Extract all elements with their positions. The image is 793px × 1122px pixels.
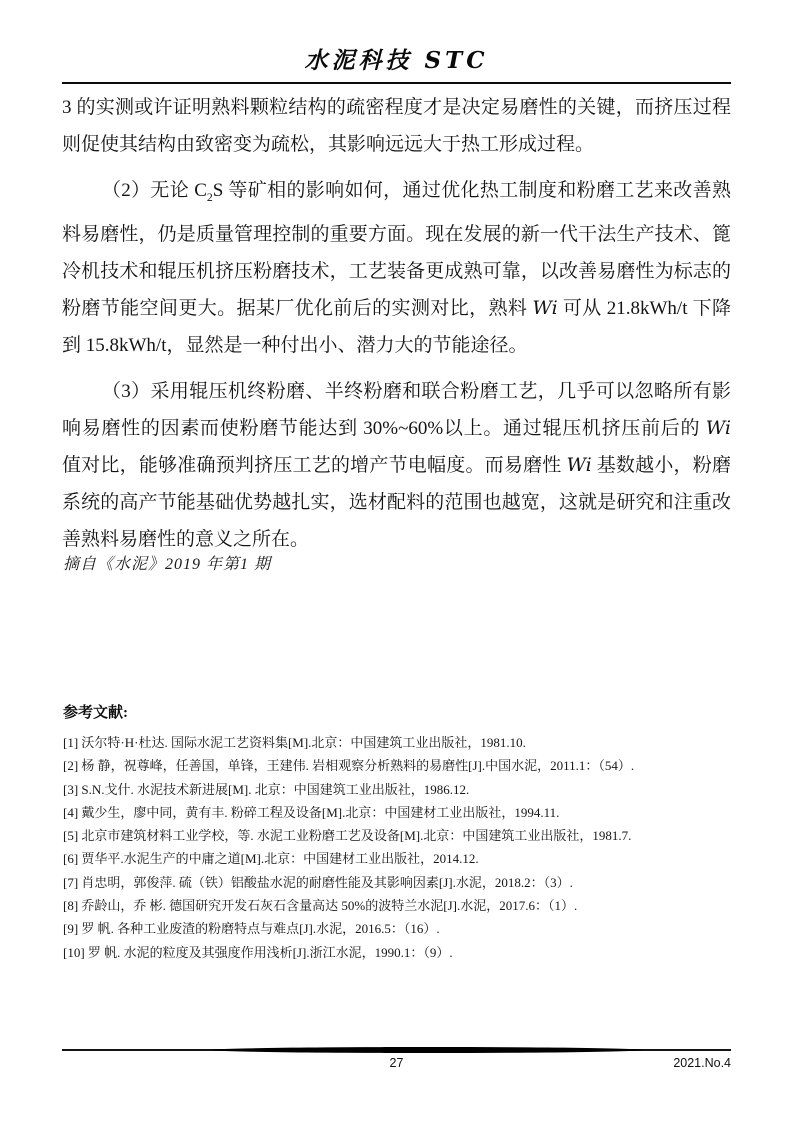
reference-item: [10] 罗 帆. 水泥的粒度及其强度作用浅析[J].浙江水泥，1990.1：（9）.: [63, 944, 453, 960]
references-section: [63, 701, 732, 964]
reference-item: [8] 乔龄山，乔 彬. 德国研究开发石灰石含量高达 50%的波特兰水泥[J].水泥，2017.6：（1）.: [63, 898, 578, 914]
reference-item: [9] 罗 帆. 各种工业废渣的粉磨特点与难点[J].水泥，2016.5：（16）.: [63, 921, 440, 937]
source-note: 摘自《水泥》2019 年第1 期: [63, 556, 272, 573]
reference-item: [1] 沃尔特·H·杜达. 国际水泥工艺资料集[M].北京：中国建筑工业出版社，1981.10.: [63, 735, 526, 750]
reference-item: [2] 杨 静，祝尊峰，任善国，单锋，王建伟. 岩相观察分析熟料的易磨性[J].中国水泥，2011.1：（54）.: [63, 758, 635, 774]
references-heading: 参考文献:: [63, 705, 128, 721]
reference-item: [5] 北京市建筑材料工业学校，等. 水泥工业粉磨工艺及设备[M].北京：中国建筑工业出版社，1981.7.: [63, 828, 632, 844]
footer-rule-thick: [212, 1047, 642, 1053]
article-body: [62, 89, 731, 567]
journal-header-title: 水泥科技 STC: [304, 47, 489, 74]
issue-number: 2021.No.4: [673, 1056, 731, 1070]
body-paragraph-1: 3 的实测或许证明熟料颗粒结构的疏密程度才是决定易磨性的关键，而挤压过程则促使其结构由致密变为疏松，其影响远远大于热工形成过程。: [62, 97, 731, 155]
footer-rule: [62, 1046, 731, 1053]
body-paragraph-3: （3）采用辊压机终粉磨、半终粉磨和联合粉磨工艺，几乎可以忽略所有影响易磨性的因素而使粉磨节能达到 30%~60%以上。通过辊压机挤压前后的 Wi 值对比，能够准确预判挤压工艺的增产节电幅度。而易磨性 Wi 基数越小，粉磨系统的高产节能基础优势越扎实，选材配料的范围也越宽，这就是研究和注重改善熟料易磨性的意义之所在。: [62, 380, 731, 550]
body-paragraph-2: （2）无论 $C_2S$ 等矿相的影响如何，通过优化热工制度和粉磨工艺来改善熟料易磨性，仍是质量管理控制的重要方面。现在发展的新一代干法生产技术、篦冷机技术和辊压机挤压粉磨技术，工艺装备更成熟可靠，以改善易磨性为标志的粉磨节能空间更大。据某厂优化前后的实测对比，熟料 Wi 可从 21.8kWh/t 下降到 15.8kWh/t，显然是一种付出小、潜力大的节能途径。: [62, 180, 731, 356]
header-rule: [62, 82, 731, 84]
reference-item: [3] S.N.戈什. 水泥技术新进展[M]. 北京：中国建筑工业出版社，1986.12.: [63, 781, 470, 797]
reference-item: [6] 贾华平.水泥生产的中庸之道[M].北京：中国建材工业出版社，2014.12.: [63, 851, 479, 867]
page-number: 27: [389, 1056, 404, 1070]
reference-item: [4] 戴少生，廖中同，黄有丰. 粉碎工程及设备[M].北京：中国建材工业出版社，1994.11.: [63, 804, 560, 820]
reference-item: [7] 肖忠明，郭俊萍. 硫（铁）铝酸盐水泥的耐磨性能及其影响因素[J].水泥，2018.2：（3）.: [63, 874, 573, 890]
